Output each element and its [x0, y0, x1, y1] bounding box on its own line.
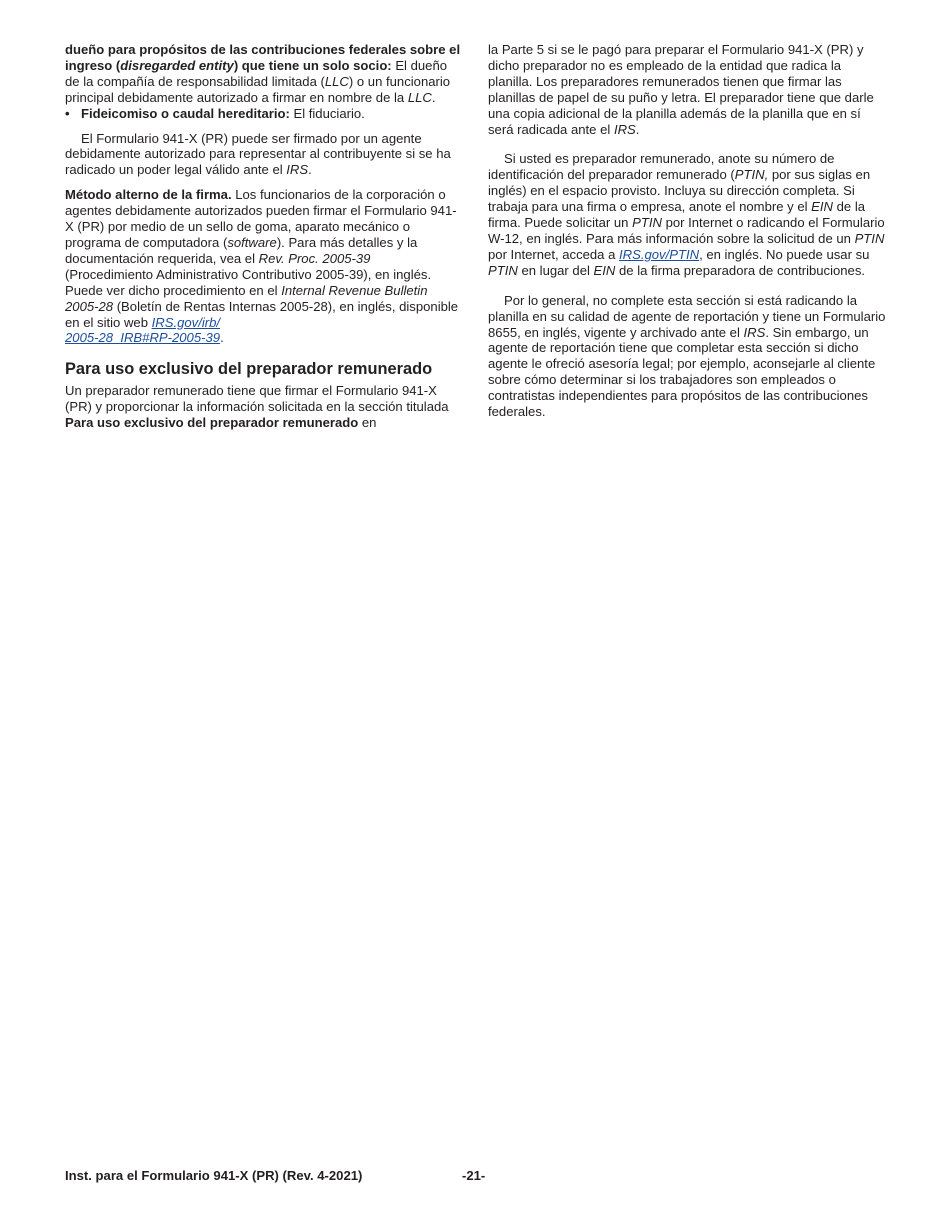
- footer-title: Inst. para el Formulario 941-X (PR) (Rev. 4-2021): [65, 1168, 363, 1183]
- right-column: [488, 42, 887, 420]
- ptin-paragraph: Si usted es preparador remunerado, anote su número de identificación del preparador remunerado (PTIN, por sus siglas en inglés) en el espacio provisto. Incluya su dirección completa. Si trabaja para una firma o empresa, anote el nombre y el EIN de la firma. Puede solicitar un PTIN por Internet o radicando el Formulario W-12, en inglés. Para más información sobre la solicitud de un PTIN por Internet, acceda a IRS.gov/PTIN, en inglés. No puede usar su PTIN en lugar del EIN de la firma preparadora de contribuciones.: [488, 151, 885, 278]
- llc-owner-paragraph: dueño para propósitos de las contribuciones federales sobre el ingreso (disregarded entity) que tiene un solo socio: El dueño de la compañía de responsabilidad limitada (LLC) o un funcionario principal debidamente autorizado a firmar en nombre de la LLC.: [65, 42, 461, 105]
- ptin-link[interactable]: IRS.gov/PTIN: [619, 246, 700, 262]
- section-heading: Para uso exclusivo del preparador remunerado: [65, 360, 433, 379]
- page-footer: [65, 1168, 885, 1184]
- preparer-signature-paragraph: la Parte 5 si se le pagó para preparar el Formulario 941-X (PR) y dicho preparador no es empleado de la entidad que radica la planilla. Los preparadores remunerados tienen que firmar las planillas de papel de su puño y letra. El preparador tiene que darle una copia adicional de la planilla además de la planilla que en sí será radicada ante el IRS.: [488, 42, 874, 137]
- trust-bullet: • Fideicomiso o caudal hereditario: El fiduciario.: [65, 106, 462, 122]
- reporting-agent-paragraph: Por lo general, no complete esta sección si está radicando la planilla en su calidad de agente de reportación y tiene un Formulario 8655, en inglés, vigente y archivado ante el IRS. Sin embargo, un agente de reportación tiene que completar esta sección si dicho agente le ofreció asesoría legal; por ejemplo, aconsejarle al cliente sobre cómo determinar si los trabajadores son empleados o contratistas independientes para propósitos de las contribuciones federales.: [488, 292, 886, 420]
- page-number: -21-: [462, 1168, 486, 1183]
- paid-preparer-paragraph: Un preparador remunerado tiene que firmar el Formulario 941-X (PR) y proporcionar la información solicitada en la sección titulada Para uso exclusivo del preparador remunerado en: [65, 383, 449, 431]
- alternative-signature-paragraph: Método alterno de la firma. Los funcionarios de la corporación o agentes debidamente autorizados pueden firmar el Formulario 941-X (PR) por medio de un sello de goma, aparato mecánico o programa de computadora (software). Para más detalles y la documentación requerida, vea el Rev. Proc. 2005-39 (Procedimiento Administrativo Contributivo 2005-39), en inglés. Puede ver dicho procedimiento en el Internal Revenue Bulletin 2005-28 (Boletín de Rentas Internas 2005-28), en inglés, disponible en el sitio web IRS.gov/irb/ 2005-28_IRB#RP-2005-39.: [65, 187, 459, 346]
- authorized-agent-paragraph: El Formulario 941-X (PR) puede ser firmado por un agente debidamente autorizado para representar al contribuyente si se ha radicado un poder legal válido ante el IRS.: [65, 130, 451, 178]
- irb-link[interactable]: IRS.gov/irb/ 2005-28_IRB#RP-2005-39: [65, 314, 221, 346]
- left-column: [65, 42, 462, 431]
